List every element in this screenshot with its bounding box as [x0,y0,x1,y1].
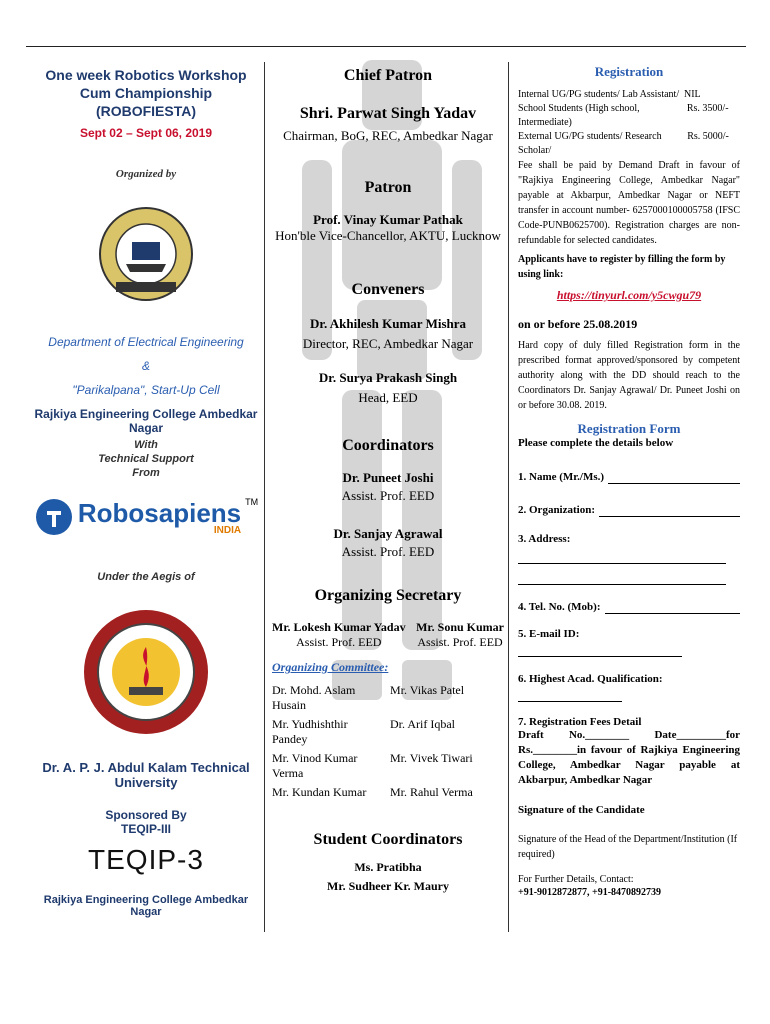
committee-member: Mr. Vikas Patel [390,683,465,697]
convener-1-name: Dr. Akhilesh Kumar Mishra [309,316,467,331]
robosapiens-india: INDIA [213,524,242,536]
patron-role: Hon'ble Vice-Chancellor, AKTU, Lucknow [275,228,501,243]
coordinators-heading: Coordinators [342,437,434,454]
fees-detail-label: 7. Registration Fees Detail [518,716,642,728]
address-line-2[interactable] [518,572,726,585]
aegis-label: Under the Aegis of [97,571,195,583]
college-name: Rajkiya Engineering College Ambedkar Nagar [34,407,258,435]
secretary-1-role: Assist. Prof. EED [296,635,382,649]
technical-support-label: Technical Support [98,453,194,465]
organization-field-label: 2. Organization: [518,504,595,516]
address-line-1[interactable] [518,551,726,564]
candidate-signature: Signature of the Candidate [518,804,645,816]
fee-value: Rs. 5000/- [687,131,729,142]
aktu-name: Dr. A. P. J. Abdul Kalam Technical University [42,760,250,790]
address-field-label: 3. Address: [518,533,571,545]
email-field-label: 5. E-mail ID: [518,628,580,640]
organized-by: Organized by [115,168,177,180]
deadline: on or before 25.08.2019 [518,317,638,331]
committee-member: Mr. Vinod Kumar Verma [272,751,358,780]
apply-note: Applicants have to register by filling the form by using link: [518,254,726,280]
middle-column [272,60,504,894]
registration-heading: Registration [594,64,664,79]
convener-2-name: Dr. Surya Prakash Singh [318,370,458,385]
aktu-logo-icon [81,607,211,737]
organization-field-line[interactable] [599,504,740,517]
form-intro: Please complete the details below [518,437,674,449]
student-coordinators-heading: Student Coordinators [313,831,463,848]
hardcopy-note: Hard copy of duly filled Registration form in the prescribed format approved/sponsored by competent authority along with the DD should reach to the Coordinators Dr. Sanjay Agrawal/ Dr. Puneet Joshi on or before 30.08. 2019. [518,340,740,411]
chief-patron-heading: Chief Patron [343,67,433,84]
fee-row [518,130,740,158]
conveners-heading: Conveners [351,281,425,298]
department-name: Department of Electrical Engineering [48,335,244,349]
committee-member: Dr. Mohd. Aslam Husain [272,683,356,712]
fee-label: External UG/PG students/ Research Scholar/ [518,131,662,156]
right-column [518,60,740,898]
fee-label: School Students (High school, Intermediate) [518,103,640,128]
with-label: With [134,439,158,451]
robosapiens-wordmark: Robosapiens [77,497,242,528]
chief-patron-name: Shri. Parwat Singh Yadav [299,105,477,122]
name-field[interactable] [518,471,740,484]
college-name-bottom: Rajkiya Engineering College Ambedkar Nagar [43,894,249,918]
name-field-label: 1. Name (Mr./Ms.) [518,471,605,483]
fee-payment-note: Fee shall be paid by Demand Draft in favour of "Rajkiya Engineering College, Ambedkar Nagar" payable at Akbarpur, Ambedkar Nagar or NEFT transfer in account number- 6257000100005758 (IFSC Code-PUNB0625700). Registration charges are non-refundable for selected candidates. [518,160,740,246]
robosapiens-icon [34,497,74,537]
telephone-field[interactable] [518,601,740,614]
contact-numbers: +91-9012872877, +91-8470892739 [518,887,662,898]
robosapiens-logo [30,497,262,537]
committee-grid [272,683,504,800]
organizing-committee-heading: Organizing Committee: [272,660,389,674]
coordinator-2-role: Assist. Prof. EED [341,544,435,559]
telephone-field-line[interactable] [605,601,741,614]
event-short-name: (ROBOFIESTA) [95,103,197,119]
trademark-mark: TM [245,497,259,507]
fee-table [518,88,740,158]
committee-member: Dr. Arif Iqbal [390,717,455,731]
event-dates: Sept 02 – Sept 06, 2019 [79,126,213,140]
coordinator-1-name: Dr. Puneet Joshi [342,470,434,485]
student-coordinator-1: Ms. Pratibha [354,860,422,874]
sponsored-by: Sponsored By [105,808,187,822]
convener-1-role: Director, REC, Ambedkar Nagar [302,336,474,351]
committee-member: Mr. Rahul Verma [390,785,473,799]
fee-label: Internal UG/PG students/ Lab Assistant/ [518,89,680,100]
student-coordinator-2: Mr. Sudheer Kr. Maury [327,879,449,893]
startup-cell-name: "Parikalpana", Start-Up Cell [72,383,220,397]
secretaries [272,620,504,650]
contact-heading: For Further Details, Contact: [518,874,634,885]
email-field-line[interactable] [518,644,682,657]
secretary-1-name: Mr. Lokesh Kumar Yadav [272,620,406,634]
fee-row [518,88,740,102]
committee-member: Mr. Vivek Tiwari [390,751,473,765]
name-field-line[interactable] [608,471,740,484]
organizing-secretary-heading: Organizing Secretary [314,587,462,604]
patron-name: Prof. Vinay Kumar Pathak [313,212,463,227]
event-title: One week Robotics Workshop Cum Championship [45,67,247,101]
teqip-logo: TEQIP-3 [88,844,204,875]
coordinator-1-role: Assist. Prof. EED [341,488,435,503]
coordinator-2-name: Dr. Sanjay Agrawal [333,526,443,541]
committee-member: Mr. Kundan Kumar [272,785,367,799]
committee-member: Mr. Yudhishthir Pandey [272,717,348,746]
registration-link[interactable]: https://tinyurl.com/y5cwgu79 [556,288,702,302]
fee-row [518,102,740,130]
college-logo-icon [96,204,196,304]
secretary-2-name: Mr. Sonu Kumar [416,620,504,634]
organization-field[interactable] [518,504,740,517]
convener-2-role: Head, EED [358,390,418,405]
qualification-field-label: 6. Highest Acad. Qualification: [518,673,663,685]
draft-details: Draft No.________ Date_________for Rs.________in favour of Rajkiya Engineering College, Ambedkar Nagar payable at Akbarpur, Ambedkar Nagar [518,729,740,786]
telephone-field-label: 4. Tel. No. (Mob): [518,601,601,613]
from-label: From [132,467,160,479]
patron-heading: Patron [364,179,412,196]
fee-value: Rs. 3500/- [686,103,729,114]
chief-patron-role: Chairman, BoG, REC, Ambedkar Nagar [283,128,493,143]
left-column [30,60,262,918]
column-divider-right [508,62,509,932]
registration-form-heading: Registration Form [577,421,681,436]
secretary-2-role: Assist. Prof. EED [417,635,503,649]
column-divider-left [264,62,265,932]
teqip-label: TEQIP-III [120,822,171,836]
qualification-field-line[interactable] [518,689,622,702]
fee-value: NIL [684,89,701,100]
ampersand: & [141,359,150,373]
head-signature: Signature of the Head of the Department/Institution (If required) [518,834,738,860]
